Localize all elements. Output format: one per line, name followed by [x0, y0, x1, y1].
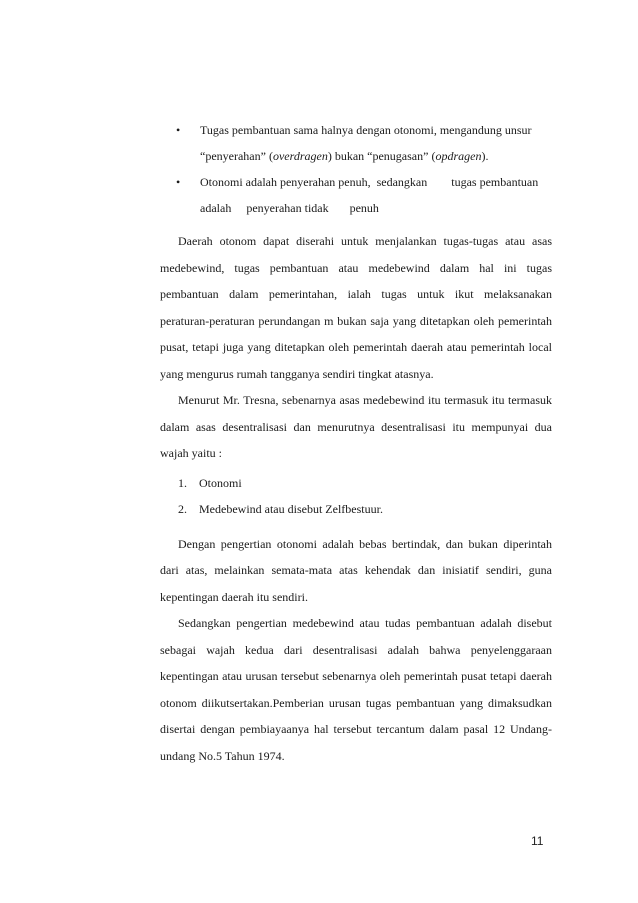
- bullet-list: [170, 117, 552, 221]
- body-text: [160, 228, 552, 769]
- bullet-icon: •: [176, 175, 181, 189]
- bullet-icon: •: [176, 123, 181, 137]
- bullet-item-2: • Otonomi adalah penyerahan penuh, sedangkan tugas pembantuan adalah penyerahan tidak penuh: [170, 169, 552, 221]
- list-item: 1. Otonomi: [178, 475, 242, 490]
- bullet-item-1: • Tugas pembantuan sama halnya dengan otonomi, mengandung unsur “penyerahan” (overdragen) bukan “penugasan” (opdragen).: [170, 117, 552, 169]
- paragraph-menurut-tresna: Menurut Mr. Tresna, sebenarnya asas medebewind itu termasuk itu termasuk dalam asas desentralisasi dan menurutnya desentralisasi itu mempunyai dua wajah yaitu :: [160, 393, 552, 460]
- paragraph-pengertian-otonomi: Dengan pengertian otonomi adalah bebas bertindak, dan bukan diperintah dari atas, melainkan semata-mata atas kehendak dan inisiatif sendiri, guna kepentingan daerah itu sendiri.: [160, 536, 552, 604]
- list-item: 2. Medebewind atau disebut Zelfbestuur.: [178, 502, 383, 516]
- numbered-list: [160, 470, 552, 523]
- paragraph-daerah-otonom: Daerah otonom dapat diserahi untuk menjalankan tugas-tugas atau asas medebewind, tugas pembantuan atau medebewind dalam hal ini tugas pembantuan dalam pemerintahan, ialah tugas untuk ikut melaksanakan peraturan-peraturan perundangan m bukan saja yang ditetapkan oleh pemerintah pusat, tetapi juga yang ditetapkan oleh pemerintah daerah atau pemerintah local yang mengurus rumah tangganya sendiri tingkat atasnya.: [160, 234, 552, 381]
- paragraph-pengertian-medebewind: Sedangkan pengertian medebewind atau tudas pembantuan adalah disebut sebagai wajah kedua dari desentralisasi adalah bahwa penyelenggaraan kepentingan atau urusan tersebut sebenarnya oleh pemerintah pusat tetapi daerah otonom diikutsertakan.Pemberian urusan tugas pembantuan yang dimaksudkan disertai dengan pembiayaanya hal tersebut tercantum dalam pasal 12 Undang-undang No.5 Tahun 1974.: [160, 616, 552, 763]
- page-number: 11: [531, 834, 544, 848]
